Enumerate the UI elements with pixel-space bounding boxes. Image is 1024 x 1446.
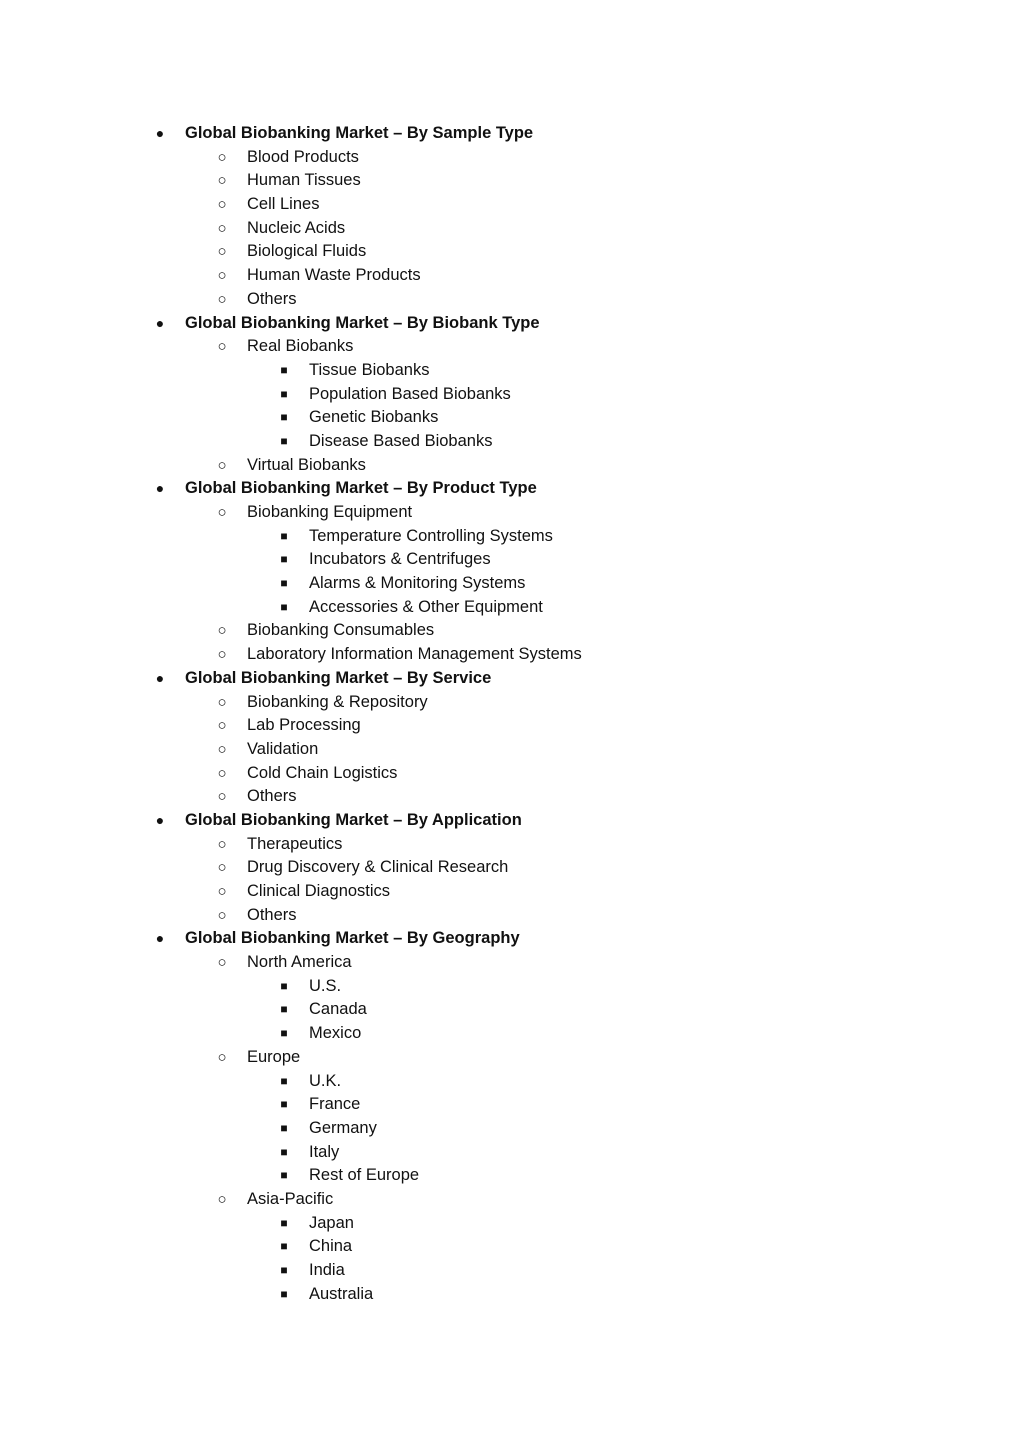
list-item-label: Clinical Diagnostics	[247, 882, 391, 900]
sub-list-item	[0, 1164, 1024, 1188]
sub-list-item	[0, 1259, 1024, 1283]
bullet-icon: ●	[155, 314, 165, 331]
list-item	[0, 217, 1024, 241]
list-item	[0, 691, 1024, 715]
sub-list-item-label: Population Based Biobanks	[309, 384, 511, 403]
section-heading	[0, 312, 1024, 336]
list-item	[0, 1188, 1024, 1212]
list-item	[0, 785, 1024, 809]
section-heading	[0, 477, 1024, 501]
bullet-icon: ●	[155, 669, 165, 686]
sub-list-item-label: India	[309, 1261, 345, 1279]
list-item-label: Drug Discovery & Clinical Research	[247, 858, 509, 877]
list-item-label: Asia-Pacific	[247, 1189, 334, 1208]
sub-list-item	[0, 1235, 1024, 1259]
sub-list-item-label: Mexico	[309, 1024, 362, 1043]
bullet-icon: ○	[217, 906, 227, 924]
list-item-label: Others	[247, 289, 297, 308]
sub-list-item-label: Genetic Biobanks	[309, 408, 439, 427]
bullet-icon: ■	[280, 362, 288, 377]
bullet-icon: ●	[155, 930, 165, 947]
bullet-icon: ○	[217, 172, 227, 190]
list-item-label: Cold Chain Logistics	[247, 763, 398, 782]
list-item-label: Validation	[247, 739, 319, 758]
bullet-icon: ■	[280, 978, 288, 993]
bullet-icon: ○	[217, 219, 227, 237]
list-item	[0, 169, 1024, 193]
section-heading-label: Global Biobanking Market – By Service	[185, 668, 492, 687]
bullet-icon: ○	[217, 1048, 227, 1066]
sub-list-item	[0, 1212, 1024, 1236]
sub-list-item-label: Canada	[309, 1000, 367, 1019]
bullet-icon: ■	[280, 576, 288, 591]
bullet-icon: ○	[217, 1190, 227, 1208]
list-item-label: Virtual Biobanks	[247, 455, 366, 474]
list-item	[0, 501, 1024, 525]
bullet-icon: ●	[155, 811, 165, 828]
list-item-label: Human Waste Products	[247, 266, 421, 285]
bullet-icon: ■	[280, 1168, 288, 1183]
list-item-label: Europe	[247, 1047, 301, 1066]
bullet-icon: ○	[217, 883, 227, 900]
sub-list-item-label: Germany	[309, 1118, 377, 1137]
sub-list-item	[0, 1283, 1024, 1307]
list-item	[0, 833, 1024, 857]
bullet-icon: ○	[217, 338, 227, 356]
bullet-icon: ○	[217, 290, 227, 308]
list-item-label: Therapeutics	[247, 834, 343, 853]
list-item	[0, 951, 1024, 975]
list-item-label: Others	[247, 905, 297, 924]
sub-list-item	[0, 975, 1024, 999]
outline-list	[0, 122, 1024, 1306]
document-page	[0, 122, 1024, 1306]
bullet-icon: ○	[217, 622, 227, 640]
list-item-label: Biobanking Consumables	[247, 621, 435, 640]
bullet-icon: ○	[217, 788, 227, 806]
sub-list-item-label: Japan	[309, 1213, 354, 1232]
list-item	[0, 619, 1024, 643]
bullet-icon: ○	[217, 456, 227, 474]
list-item-label: Human Tissues	[247, 171, 361, 190]
sub-list-item	[0, 572, 1024, 596]
bullet-icon: ○	[217, 740, 227, 758]
list-item	[0, 193, 1024, 217]
bullet-icon: ○	[217, 835, 227, 853]
bullet-icon: ■	[280, 1097, 288, 1112]
bullet-icon: ■	[280, 528, 288, 543]
sub-list-item-label: Rest of Europe	[309, 1166, 420, 1185]
section-heading-label: Global Biobanking Market – By Application	[185, 810, 522, 829]
sub-list-item	[0, 596, 1024, 620]
bullet-icon: ■	[280, 386, 288, 401]
bullet-icon: ○	[217, 267, 227, 285]
list-item	[0, 454, 1024, 478]
sub-list-item	[0, 1117, 1024, 1141]
sub-list-item-label: Incubators & Centrifuges	[309, 550, 491, 569]
sub-list-item-label: Italy	[309, 1142, 340, 1161]
list-item-label: Others	[247, 787, 297, 806]
bullet-icon: ■	[280, 1286, 288, 1301]
bullet-icon: ○	[217, 764, 227, 782]
bullet-icon: ○	[217, 693, 227, 711]
list-item	[0, 335, 1024, 359]
list-item-label: Lab Processing	[247, 716, 361, 735]
sub-list-item	[0, 525, 1024, 549]
list-item	[0, 643, 1024, 667]
list-item	[0, 714, 1024, 738]
list-item	[0, 904, 1024, 928]
bullet-icon: ○	[217, 148, 227, 166]
sub-list-item-label: U.K.	[309, 1071, 342, 1090]
list-item-label: Nucleic Acids	[247, 218, 346, 237]
sub-list-item-label: Disease Based Biobanks	[309, 431, 493, 450]
sub-list-item-label: Australia	[309, 1284, 374, 1303]
bullet-icon: ■	[280, 1002, 288, 1017]
bullet-icon: ○	[217, 717, 227, 735]
bullet-icon: ○	[217, 196, 227, 214]
list-item-label: North America	[247, 953, 352, 972]
bullet-icon: ■	[280, 552, 288, 567]
bullet-icon: ○	[217, 646, 227, 664]
list-item	[0, 880, 1024, 904]
bullet-icon: ○	[217, 954, 227, 972]
list-item	[0, 264, 1024, 288]
sub-list-item-label: Temperature Controlling Systems	[309, 526, 553, 545]
bullet-icon: ■	[280, 1263, 288, 1277]
bullet-icon: ■	[280, 433, 288, 448]
sub-list-item	[0, 1093, 1024, 1117]
section-heading-label: Global Biobanking Market – By Product Type	[185, 479, 537, 498]
bullet-icon: ■	[280, 1073, 288, 1088]
sub-list-item	[0, 383, 1024, 407]
bullet-icon: ■	[280, 1215, 288, 1230]
section-heading	[0, 667, 1024, 691]
section-heading	[0, 122, 1024, 146]
list-item-label: Biobanking Equipment	[247, 503, 413, 521]
sub-list-item-label: Alarms & Monitoring Systems	[309, 574, 526, 593]
bullet-icon: ■	[280, 1120, 288, 1135]
section-heading-label: Global Biobanking Market – By Sample Type	[185, 124, 534, 142]
sub-list-item-label: U.S.	[309, 976, 342, 995]
sub-list-item	[0, 998, 1024, 1022]
section-heading	[0, 809, 1024, 833]
list-item-label: Laboratory Information Management Systems	[247, 645, 582, 664]
sub-list-item-label: France	[309, 1095, 361, 1114]
bullet-icon: ○	[217, 504, 227, 521]
sub-list-item	[0, 406, 1024, 430]
sub-list-item-label: Tissue Biobanks	[309, 360, 430, 379]
list-item	[0, 240, 1024, 264]
list-item	[0, 762, 1024, 786]
sub-list-item	[0, 359, 1024, 383]
list-item-label: Real Biobanks	[247, 337, 354, 356]
sub-list-item	[0, 1141, 1024, 1165]
bullet-icon: ■	[280, 410, 288, 425]
list-item-label: Cell Lines	[247, 195, 320, 214]
section-heading-label: Global Biobanking Market – By Biobank Type	[185, 313, 540, 332]
bullet-icon: ●	[155, 480, 165, 497]
list-item	[0, 146, 1024, 170]
sub-list-item	[0, 1070, 1024, 1094]
list-item	[0, 738, 1024, 762]
bullet-icon: ●	[155, 125, 165, 141]
list-item	[0, 288, 1024, 312]
bullet-icon: ■	[280, 599, 288, 614]
bullet-icon: ○	[217, 243, 227, 261]
sub-list-item-label: Accessories & Other Equipment	[309, 597, 543, 616]
bullet-icon: ■	[280, 1239, 288, 1254]
bullet-icon: ■	[280, 1144, 288, 1159]
bullet-icon: ○	[217, 859, 227, 877]
list-item-label: Blood Products	[247, 147, 359, 166]
sub-list-item	[0, 430, 1024, 454]
list-item-label: Biological Fluids	[247, 242, 367, 261]
list-item	[0, 856, 1024, 880]
list-item	[0, 1046, 1024, 1070]
sub-list-item	[0, 548, 1024, 572]
sub-list-item	[0, 1022, 1024, 1046]
section-heading-label: Global Biobanking Market – By Geography	[185, 929, 520, 948]
section-heading	[0, 927, 1024, 951]
list-item-label: Biobanking & Repository	[247, 692, 428, 711]
bullet-icon: ■	[280, 1026, 288, 1041]
sub-list-item-label: China	[309, 1237, 353, 1256]
